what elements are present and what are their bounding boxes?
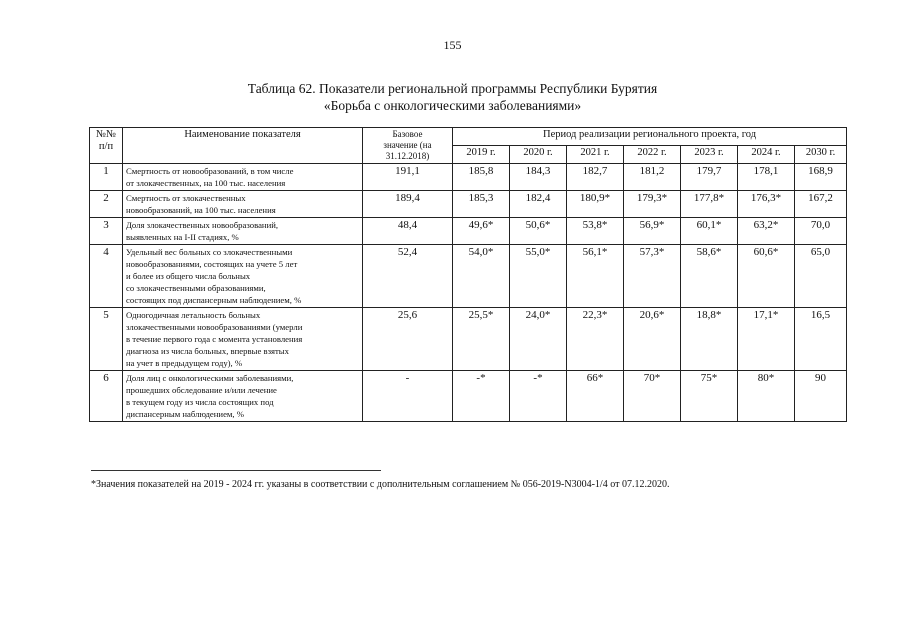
- header-base-line2: значение (на: [383, 140, 432, 150]
- table-row: [90, 164, 847, 191]
- base-value: 191,1: [363, 164, 453, 191]
- header-num-line2: п/п: [98, 141, 114, 152]
- indicator-name: [123, 191, 363, 218]
- header-year: 2019 г.: [453, 146, 510, 164]
- year-value: 18,8*: [681, 308, 738, 371]
- year-value: 80*: [738, 371, 795, 422]
- indicators-table: [89, 127, 847, 422]
- year-value: 65,0: [795, 245, 847, 308]
- year-value: 176,3*: [738, 191, 795, 218]
- header-indicator-name: Наименование показателя: [123, 128, 363, 164]
- year-value: 50,6*: [510, 218, 567, 245]
- year-value: 180,9*: [567, 191, 624, 218]
- title-line-1: Таблица 62. Показатели региональной программы Республики Бурятия: [247, 81, 658, 96]
- year-value: 55,0*: [510, 245, 567, 308]
- table-title: [0, 80, 905, 114]
- year-value: 182,7: [567, 164, 624, 191]
- page-number: 155: [443, 38, 462, 52]
- year-value: 17,1*: [738, 308, 795, 371]
- year-value: 56,1*: [567, 245, 624, 308]
- indicator-name-line: диспансерным наблюдением, %: [126, 409, 244, 419]
- year-value: 90: [795, 371, 847, 422]
- header-year: 2024 г.: [738, 146, 795, 164]
- year-value: 182,4: [510, 191, 567, 218]
- indicator-name-line: Смертность от новообразований, в том числе: [126, 166, 294, 176]
- year-value: 63,2*: [738, 218, 795, 245]
- row-number: 6: [90, 371, 123, 422]
- indicator-name-line: выявленных на I-II стадиях, %: [126, 232, 239, 242]
- indicator-name-line: Доля лиц с онкологическими заболеваниями,: [126, 373, 294, 383]
- year-value: 178,1: [738, 164, 795, 191]
- table-row: [90, 245, 847, 308]
- footnote-rule: [91, 470, 381, 471]
- year-value: 54,0*: [453, 245, 510, 308]
- header-period: Период реализации регионального проекта, год: [453, 128, 847, 146]
- base-value: 25,6: [363, 308, 453, 371]
- indicator-name-line: Смертность от злокачественных: [126, 193, 246, 203]
- year-value: 181,2: [624, 164, 681, 191]
- year-value: 24,0*: [510, 308, 567, 371]
- indicator-name-line: со злокачественными образованиями,: [126, 283, 266, 293]
- title-line-2: «Борьба с онкологическими заболеваниями»: [323, 98, 582, 113]
- indicator-name-line: прошедших обследование и/или лечение: [126, 385, 277, 395]
- row-number: 2: [90, 191, 123, 218]
- indicator-name-line: и более из общего числа больных: [126, 271, 251, 281]
- header-year: 2021 г.: [567, 146, 624, 164]
- header-base-line1: Базовое: [392, 129, 423, 139]
- year-value: 179,7: [681, 164, 738, 191]
- header-num: [90, 128, 123, 164]
- indicator-name-line: Одногодичная летальность больных: [126, 310, 261, 320]
- footnote: *Значения показателей на 2019 - 2024 гг. указаны в соответствии с дополнительным соглашением № 056-2019-N3004-1/4 от 07.12.2020.: [91, 479, 670, 490]
- year-value: 58,6*: [681, 245, 738, 308]
- year-value: 60,1*: [681, 218, 738, 245]
- year-value: 66*: [567, 371, 624, 422]
- header-year: 2020 г.: [510, 146, 567, 164]
- year-value: 53,8*: [567, 218, 624, 245]
- indicator-name: [123, 308, 363, 371]
- year-value: 60,6*: [738, 245, 795, 308]
- year-value: 25,5*: [453, 308, 510, 371]
- header-year: 2023 г.: [681, 146, 738, 164]
- table-row: [90, 308, 847, 371]
- indicator-name-line: состоящих под диспансерным наблюдением, %: [126, 295, 302, 305]
- year-value: 56,9*: [624, 218, 681, 245]
- indicator-name-line: диагноза из числа больных, впервые взятых: [126, 346, 289, 356]
- indicator-name: [123, 371, 363, 422]
- header-base-value: [363, 128, 453, 164]
- year-value: 49,6*: [453, 218, 510, 245]
- header-base-line3: 31.12.2018): [385, 151, 430, 161]
- year-value: 22,3*: [567, 308, 624, 371]
- year-value: 16,5: [795, 308, 847, 371]
- header-year: 2030 г.: [795, 146, 847, 164]
- year-value: 20,6*: [624, 308, 681, 371]
- indicator-name-line: на учет в предыдущем году), %: [126, 358, 243, 368]
- year-value: -*: [510, 371, 567, 422]
- year-value: 185,8: [453, 164, 510, 191]
- indicator-name-line: Доля злокачественных новообразований,: [126, 220, 279, 230]
- year-value: 185,3: [453, 191, 510, 218]
- row-number: 4: [90, 245, 123, 308]
- header-num-line1: №№: [95, 129, 117, 140]
- header-year: 2022 г.: [624, 146, 681, 164]
- base-value: 48,4: [363, 218, 453, 245]
- base-value: 189,4: [363, 191, 453, 218]
- indicator-name: [123, 164, 363, 191]
- indicator-name: [123, 218, 363, 245]
- row-number: 1: [90, 164, 123, 191]
- year-value: 184,3: [510, 164, 567, 191]
- year-value: 75*: [681, 371, 738, 422]
- row-number: 5: [90, 308, 123, 371]
- indicator-name-line: Удельный вес больных со злокачественными: [126, 247, 293, 257]
- indicator-name-line: в течение первого года с момента установления: [126, 334, 303, 344]
- year-value: -*: [453, 371, 510, 422]
- table-row: [90, 191, 847, 218]
- base-value: -: [363, 371, 453, 422]
- year-value: 70*: [624, 371, 681, 422]
- year-value: 179,3*: [624, 191, 681, 218]
- indicator-name-line: новообразований, на 100 тыс. населения: [126, 205, 276, 215]
- indicator-name-line: в текущем году из числа состоящих под: [126, 397, 274, 407]
- table-row: [90, 371, 847, 422]
- indicator-name: [123, 245, 363, 308]
- year-value: 177,8*: [681, 191, 738, 218]
- year-value: 168,9: [795, 164, 847, 191]
- indicator-name-line: злокачественными новообразованиями (умерли: [126, 322, 303, 332]
- year-value: 70,0: [795, 218, 847, 245]
- indicator-name-line: новообразованиями, состоящих на учете 5 лет: [126, 259, 298, 269]
- table-row: [90, 218, 847, 245]
- year-value: 167,2: [795, 191, 847, 218]
- year-value: 57,3*: [624, 245, 681, 308]
- base-value: 52,4: [363, 245, 453, 308]
- row-number: 3: [90, 218, 123, 245]
- indicator-name-line: от злокачественных, на 100 тыс. населения: [126, 178, 286, 188]
